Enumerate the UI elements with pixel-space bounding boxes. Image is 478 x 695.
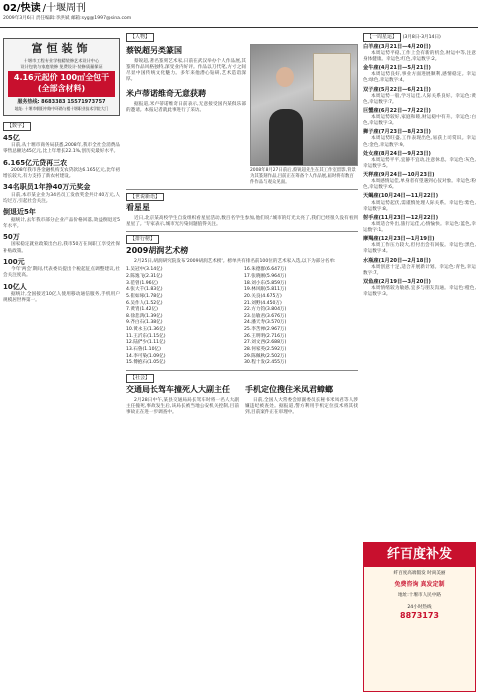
ranking-entry: 28.何家英(2.592万): [244, 347, 287, 353]
artist-head: [276, 67, 294, 87]
numbers-column: [3, 122, 120, 692]
ranking-entry: 29.陈佩秋(2.502万): [244, 353, 287, 359]
ranking-entry: 27.刘文西(2.688万): [244, 340, 287, 346]
zodiac-name: 天蝎座(10月24日—11月22日): [363, 193, 439, 200]
wig-ad-line: 纤百度高端假发 时尚美丽: [393, 570, 446, 576]
article-title[interactable]: 米卢蒂诺维奇无意获聘: [126, 89, 206, 99]
article-body: 2月25日,胡润研究院发布'2009胡润艺术榜'。榜单共有排名前100位的艺术家入选,以下为部分名单:: [134, 259, 336, 265]
sayings-tag: 【世说新语】: [126, 193, 164, 202]
ranking-entry: 17.张晓刚(5.964万): [244, 273, 287, 279]
people-tag: 【人物】: [126, 33, 154, 42]
decoration-ad[interactable]: [3, 38, 120, 116]
divider: [126, 231, 358, 232]
number-headline: 10亿人: [3, 282, 27, 291]
article-body: 2月28日中午,某县交通局局长驾车时将一名人大副主任撞死,事故发生后,该局长被当地公安机关控制,目前事故正在进一步调查中。: [126, 397, 239, 415]
zodiac-text: 本周创意十足,适合开展新计划。幸运色:青色,幸运数字:7。: [363, 264, 476, 276]
society-tag: 【社会】: [126, 374, 154, 383]
zodiac-name: 狮子座(7月23日—8月23日): [363, 129, 431, 136]
ranking-entry: 5.崔如琢(1.78亿): [126, 293, 163, 299]
numbers-column-title: 【数字】: [3, 122, 31, 131]
zodiac-text: 本周适合外出,旅行运佳,心情愉快。幸运色:蓝色,幸运数字:1。: [363, 221, 476, 234]
number-text: 据统计,去年我市部分企业产品价格回落,效益倒退近5年水平。: [3, 217, 120, 229]
header-meta: 2009年3月6日 责任编辑:李洪斌 邮箱:syg@1997@sina.com: [3, 16, 132, 21]
zodiac-name: 白羊座(3月21日—4月20日): [363, 43, 431, 50]
ranking-entry: 18.刘小东(5.859万): [244, 280, 287, 286]
ranking-entry: 30.程十发(2.455万): [244, 360, 287, 366]
number-headline: 倒退近5年: [3, 208, 36, 217]
ranking-lists: [126, 267, 358, 367]
zodiac-text: 本周感情运佳,单身者有望遇到心仪对象。幸运色:粉色,幸运数字:6。: [363, 179, 476, 191]
article-body: 近日,北京某高校学生自发组织看星星活动,数百名学生参加,他们说:'城市的灯光太亮了,我们已经很久没有看到星星了。'专家表示,城市光污染问题值得关注。: [126, 216, 358, 228]
number-text: 2008年我市各金融机构支农贷款达6.165亿元,比年初增长较大,有力支持了新农村建设。: [3, 168, 120, 180]
zodiac-item: [363, 108, 476, 127]
zodiac-name: 天秤座(9月24日—10月23日): [363, 172, 435, 179]
ranking-entry: 15.傅抱石(1.05亿): [126, 360, 166, 366]
ranking-list-right: [244, 267, 354, 367]
zodiac-text: 本周运势旺盛,工作表现出色,易获上司赏识。幸运色:金色,幸运数字:9。: [363, 136, 476, 148]
ranking-entry: 2.陈逸飞(2.31亿): [126, 273, 163, 279]
society-article-1: [126, 383, 239, 416]
zodiac-name: 水瓶座(1月20日—2月18日): [363, 257, 431, 264]
zodiac-text: 本周情绪较为敏感,宜多与朋友沟通。幸运色:橙色,幸运数字:3。: [363, 286, 476, 298]
article-body: 据报道,米卢蒂诺维奇日前表示,无意接受国内某俱乐部的邀请。本报记者就此事进行了采访。: [126, 102, 246, 114]
ranking-entry: 4.张大千(1.83亿): [126, 287, 163, 293]
ranking-entry: 16.朱德群(6.647万): [244, 267, 287, 273]
zodiac-name: 摩羯座(12月23日—1月19日): [363, 236, 435, 243]
zodiac-name: 金牛座(4月21日—5月21日): [363, 65, 431, 72]
number-headline: 6.165亿元贷再三农: [3, 158, 68, 167]
page-header: [0, 0, 478, 28]
ranking-entry: 12.陆俨少(1.11亿): [126, 340, 166, 346]
ranking-entry: 22.方力钧(3.804万): [244, 307, 287, 313]
ranking-entry: 6.吴作人(1.52亿): [126, 300, 163, 306]
zodiac-name: 处女座(8月24日—9月23日): [363, 150, 431, 157]
ad-address: 地址: 十堰市朝阳中路中环路与楼十堰职业技术学院大门: [14, 105, 109, 111]
zodiac-text: 本周运势起伏,需谨慎处理人际关系。幸运色:紫色,幸运数字:8。: [363, 200, 476, 212]
article-title[interactable]: 交通局长驾车撞死人大副主任: [126, 384, 230, 394]
zodiac-name: 巨蟹座(6月22日—7月22日): [363, 107, 431, 114]
header-title: [3, 2, 86, 16]
article-title[interactable]: 蔡锐超另类篆国: [126, 45, 182, 55]
zodiac-item: [363, 129, 476, 148]
ranking-entry: 23.岳敏君(3.676万): [244, 313, 287, 319]
zodiac-item: [363, 151, 476, 170]
ranking-entry: 26.王明明(2.716万): [244, 333, 287, 339]
ranking-entry: 1.吴冠中(3.14亿): [126, 267, 163, 273]
zodiac-name: 射手座(11月23日—12月22日): [363, 214, 439, 221]
ranking-entry: 7.黄胄(1.42亿): [126, 307, 158, 313]
zodiac-item: [363, 236, 476, 255]
article-title[interactable]: 2009胡润艺术榜: [126, 246, 189, 256]
society-article-2: [245, 383, 358, 416]
photo-caption: 2008年8月27日前后,蔡锐超先生在其工作室留影,背景为其篆刻作品,目前正在筹备个人作品展,届时将有数百件作品与观众见面。: [250, 167, 356, 185]
ranking-entry: 19.林风眠(5.811万): [244, 287, 287, 293]
zodiac-item: [363, 193, 476, 212]
wig-ad[interactable]: [363, 542, 476, 692]
zodiac-text: 本周运势平平,宜静不宜动,注意休息。幸运色:灰色,幸运数字:5。: [363, 157, 476, 169]
ranking-entry: 11.王沂东(1.15亿): [126, 333, 166, 339]
zodiac-item: [363, 215, 476, 234]
zodiac-name: 双子座(5月22日—6月21日): [363, 86, 431, 93]
ranking-entry: 13.石鲁(1.10亿): [126, 347, 161, 353]
zodiac-text: 本周工作压力较大,但付出会有回报。幸运色:黑色,幸运数字:4。: [363, 243, 476, 255]
numbers-sections: [3, 134, 120, 305]
ranking-entry: 3.范曾(1.96亿): [126, 280, 158, 286]
zodiac-text: 本周运势较好,家庭和睦,财运稳中有升。幸运色:白色,幸运数字:3。: [363, 114, 476, 127]
zodiac-item: [363, 87, 476, 106]
header-title-sub: /十堰周刊: [42, 3, 86, 14]
zodiac-text: 本周运势平稳,工作上会有新的机会,财运中等,注意身体健康。幸运色:红色,幸运数字:2。: [363, 50, 476, 62]
ranking-tag: 【排行榜】: [126, 235, 159, 244]
zodiac-item: [363, 44, 476, 63]
header-title-main: 02/快读: [3, 3, 41, 14]
ad-slogan: 十堰市工程专业学校精装修艺术设计中心: [23, 57, 100, 63]
wig-ad-headline: 纤百度补发: [364, 543, 475, 567]
number-text: 国家稳定就业政策出台后,我市50万在岗职工享受社保补贴政策。: [3, 242, 120, 254]
photo-block: [250, 44, 358, 186]
ad-slogan-2: 设计包装与家庭装修 免费设计·装修质量保证: [20, 63, 103, 69]
horoscope-date: (3月8日-3月14日): [402, 35, 441, 40]
number-headline: 34名职员1年挣40万元奖金: [3, 183, 91, 192]
wig-ad-phone: 8873173: [400, 611, 439, 621]
people-articles: [126, 44, 246, 186]
ranking-entry: 20.关良(4.675万): [244, 293, 282, 299]
ad-price-banner: 4.16元起价 100㎡全包干 (全部含材料): [8, 71, 115, 97]
ranking-entry: 10.黄永玉(1.36亿): [126, 327, 166, 333]
zodiac-list: [363, 44, 476, 299]
divider: [126, 189, 358, 190]
main-column: [126, 33, 358, 693]
wig-ad-address: 地址:十堰市人民中路: [398, 592, 441, 598]
wig-ad-hotline-label: 24小时热线: [407, 605, 432, 611]
number-headline: 100元: [3, 257, 25, 266]
artist-figure: [269, 109, 303, 165]
article-title[interactable]: 看星星: [126, 203, 150, 213]
number-text: 今年'两会'期间,代表委员提出个税起征点调整建议,社会关注度高。: [3, 267, 120, 279]
article-title[interactable]: 手机定位搜住米凤君蟑螂: [245, 384, 333, 394]
number-text: 日前,从十堰市商务局获悉,2008年,我市全社会消费品零售总额达45亿元,比上年增长22.1%,创历史最好水平。: [3, 143, 120, 155]
number-headline: 50万: [3, 233, 20, 241]
zodiac-item: [363, 258, 476, 277]
zodiac-item: [363, 65, 476, 84]
wig-ad-highlight: 免费咨询 真发定制: [394, 580, 445, 588]
zodiac-text: 本周运势一般,学习运佳,人际关系良好。幸运色:黄色,幸运数字:7。: [363, 93, 476, 105]
ranking-entry: 25.李苦禅(2.967万): [244, 327, 287, 333]
number-headline: 45亿: [3, 133, 20, 142]
number-text: 据统计,全国接近10亿人使用移动通信服务,手机用户规模居世界第一。: [3, 292, 120, 304]
zodiac-item: [363, 279, 476, 298]
ranking-entry: 14.李可染(1.09亿): [126, 353, 166, 359]
zodiac-item: [363, 172, 476, 191]
ranking-entry: 9.齐白石(1.38亿): [126, 320, 163, 326]
ranking-entry: 24.潘天寿(3.570万): [244, 320, 287, 326]
ranking-entry: 8.徐悲鸿(1.39亿): [126, 313, 163, 319]
zodiac-name: 双鱼座(2月19日—3月20日): [363, 279, 431, 286]
calligraphy-painting: [313, 53, 351, 101]
zodiac-text: 本周运势良好,事业方面进展顺利,感情稳定。幸运色:绿色,幸运数字:4。: [363, 72, 476, 84]
article-body: 日前,全国人大常委会原副委员长秘书米凤君等人涉嫌违纪被查处。据报道,警方利用手机定位技术将其找到,目前案件正在审理中。: [245, 397, 358, 415]
ranking-list-left: [126, 267, 236, 367]
ad-brand: 富恒装饰: [31, 42, 92, 55]
article-body: 蔡锐超,著名篆刻艺术家,日前在武汉举办个人作品展,其篆刻作品风格独特,深受业内好评。作品以刀代笔,方寸之间尽显中国传统文化魅力。多年来他潜心钻研,艺术造诣深厚。: [126, 58, 246, 83]
artist-photo: [250, 44, 358, 166]
ad-phone: 服务热线: 8683383 15571973757: [17, 98, 106, 105]
horoscope-title: 【一周星运】: [363, 33, 401, 42]
number-text: 日前,本市某企业为34名员工发放奖金共计40万元,人均过万,引起社会关注。: [3, 192, 120, 204]
divider: [126, 370, 358, 371]
ranking-entry: 21.刘野(4.450万): [244, 300, 282, 306]
